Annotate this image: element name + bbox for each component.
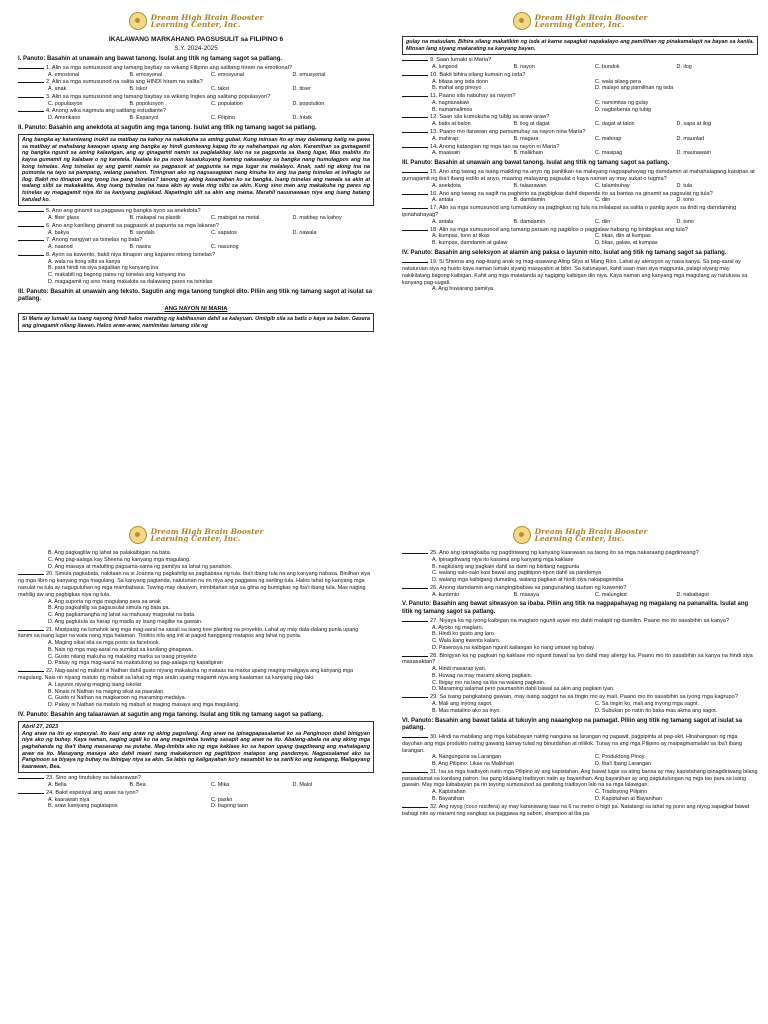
answer-blank[interactable] bbox=[18, 97, 44, 98]
choices-1: A. emosional B. emosyonal C. emosyunal D. emusyonal bbox=[48, 71, 326, 78]
choices-29: A. Mali ang inyong sagot. C. Sa tingin ko, mali ang inyong mga sagot. B. Mas matalino ako sa inyo. D. Subukan po natin ito baka mas akma ang sagot. bbox=[432, 701, 718, 714]
logo-line-1: Dream High Brain Booster bbox=[150, 12, 264, 22]
answer-blank[interactable] bbox=[18, 240, 44, 241]
choices-2: A. anak B. iskor C. taksi D. tiiser bbox=[48, 86, 311, 93]
instruction-4b: IV. Panuto: Basahin ang talaarawan at sagutin ang mga tanong. Isulat ang titik ng tamang sagot sa patlang. bbox=[18, 711, 324, 718]
seal-icon bbox=[129, 12, 147, 30]
question-32: 32. Ang niyog (coco nucifera) ay may karaniwang taas na 6 na metro o higit pa. Natatangi sa lahat ng puno ang niyog sapagkat bawat bahagi nito ay marami ring sangkap sa paggawa ng sabon, shampoo at iba pa. bbox=[402, 803, 750, 817]
choices-8: A. wala na itong silbi sa kanya B. para hindi na siya pagalitan ng kanyang ina C. makabili ng bagong pares ng tsinelas ang kanyang ina D. magagamit ng sino mang makakita sa dalawang pares na tsinelas bbox=[48, 258, 213, 285]
question-30: 30. Hindi na mabilang ang mga kababayan nating nanguna sa larangan ng pagawit, pagpipinta at pag-ukit. Hinahangaan ng mga dayuhan ang mga produkto nating gawang kamay tulad ng binurdahan at niliilok. Tunay na ang mga Pilipino ay maipagmamalaki sa iba't ibang larangan. bbox=[402, 733, 742, 754]
school-logo bbox=[402, 522, 758, 548]
question-21: 21. Masipasig na lumahok ang mga mag-aaral na sasali sa isang tree planting na proyekto. Lahat ay may dala-dalang punla upang itanim sa isang lugar na wala nang mga halaman. Tinitiris nila ang init at pagod hanggang matapos ang lahat ng punla. bbox=[18, 626, 359, 640]
diary-box bbox=[18, 721, 374, 773]
choices-19-continued: B. Ang pagkagiliw ng lahat sa palakaibigan na bata. C. Ang pag-aalaga kay Sheena ng kanyang mga magulang. D. Ang masaya at matulting pagsama-sama ng pamilya sa lahat ng panahon. bbox=[48, 550, 232, 570]
choices-27: A. Ayoko ng maglaro. B. Hindi ko gusto ang laro. C. Wala kang kwenta kalaro. D. Pasensya na kaibigan ngunit kailangan ko nang umuwi ng bahay. bbox=[432, 624, 595, 651]
logo-line-1: Dream High Brain Booster bbox=[150, 526, 264, 536]
seal-icon bbox=[513, 526, 531, 544]
choices-14: A. maawain B. malikhain C. masipag D. maunawain bbox=[432, 150, 711, 157]
instruction-3b: III. Panuto: Basahin at unawain ang bawat tanong. Isulat ang titik ng tamang sagot sa patlang. bbox=[402, 160, 670, 167]
question-9: 9. Saan lumaki si Maria? bbox=[402, 57, 758, 64]
exam-page-2 bbox=[388, 4, 766, 504]
question-11: 11. Paano sila nabuhay sa nayon? bbox=[402, 93, 758, 100]
answer-blank[interactable] bbox=[18, 111, 44, 112]
exam-title: IKALAWANG MARKAHANG PAGSUSULIT sa FILIPINO 6 bbox=[108, 36, 284, 43]
school-logo bbox=[18, 8, 374, 34]
choices-17: A. antala B. damdamin C. diin D. tono bbox=[432, 218, 694, 225]
answer-blank[interactable] bbox=[402, 553, 428, 554]
answer-blank[interactable] bbox=[402, 621, 428, 622]
question-17: 17. Alin sa mga sumusunod ang tumutukoy sa pagbigkas ng tula na inilalapat sa salita o pantig ayon sa tindi ng damdaming ipinahahayag? bbox=[402, 205, 737, 218]
question-10: 10. Bakit bihira silang kumain ng isda? bbox=[402, 72, 758, 79]
question-12: 12. Saan sila kumukuha ng tubig sa araw-araw? bbox=[402, 114, 758, 121]
question-4: 4. Anong wika nagmula ang salitang estudiante? bbox=[18, 108, 374, 115]
answer-blank[interactable] bbox=[402, 772, 428, 773]
choices-12: A. batis at balon B. ilog at dagat C. dagat at talon D. sapa at ilog bbox=[432, 121, 711, 128]
answer-blank[interactable] bbox=[402, 230, 428, 231]
answer-blank[interactable] bbox=[18, 778, 44, 779]
exam-page-1 bbox=[4, 4, 382, 504]
question-26: 26. Anong damdamin ang nangingibabaw sa pangunahing tauhan ng kuwento? bbox=[402, 585, 758, 592]
story-title: ANG NAYON NI MARIA bbox=[164, 306, 228, 312]
answer-blank[interactable] bbox=[402, 60, 428, 61]
choices-24: A. kaarawan niya C. pasko B. araw kaniyang pagtatapos D. bagong taon bbox=[48, 796, 248, 810]
logo-line-2: Learning Center, Inc. bbox=[150, 20, 241, 29]
question-16: 16. Ano ang tawag sa sagilt na paghinto sa pagbigkas dahil depende ito sa bantas na ginamit sa pagsulat ng tula? bbox=[402, 191, 758, 198]
story-box-continued: gulay na maiuulam. Bihira silang makatikim ng isda at karne sapagkat napakalayo ang pamilihan ng pinakamalapit na bayan sa kanila. Minsan lang siyang makarating sa kanyang bayan. bbox=[402, 36, 758, 55]
instruction-4: IV. Panuto: Basahin ang seleksyon at alamin ang paksa o layunin nito. Isulat ang titik ng tamang sagot sa patlang. bbox=[402, 249, 727, 256]
choices-18: A. kumpas, tono at tikas C. tikas, diin at kumpas B. kumpas, damdamin at galaw D. tikas, galaw, at kumpas bbox=[432, 233, 658, 247]
answer-blank[interactable] bbox=[18, 671, 44, 672]
choices-28: A. Hindi masarap iyan. B. Huwag na may marami akong pagkain. C. Ibigay mo na lang sa iba na walang pagkain. D. Maraming salamat pero paumanhin dahil bawal sa akin ang pagkain iyan. bbox=[432, 666, 615, 693]
instruction-3: III. Panuto: Basahin at unawain ang teksto. Sagutin ang mga tanong tungkol dito. Piliin ang titik ng tamang sagot at isulat sa patlang. bbox=[18, 288, 373, 302]
instruction-1: I. Panuto: Basahin at unawain ang bawat tanong. Isulat ang titik ng tamang sagot sa patlang. bbox=[18, 55, 283, 62]
exam-page-4 bbox=[388, 518, 766, 1018]
seal-icon bbox=[513, 12, 531, 30]
answer-blank[interactable] bbox=[402, 588, 428, 589]
answer-blank[interactable] bbox=[18, 255, 44, 256]
choices-7: A. naanod B. nasira C. nasunog bbox=[48, 244, 239, 251]
choices-30: A. Nangunguna sa Larangan C. Produktong Pinoy B. Ang Pilipino: Likas na Malikhain D. Iba't Ibang Larangan bbox=[432, 754, 652, 768]
choices-21: A. Maging sikat sila sa mga posts sa facebook. B. Nais ng mga mag-aaral na sumikat sa kanilang ginagawa. C. Gusto nilang makuha ng malaking marka sa isang proyekto D. Pakay ng mga mag-aaral na makatulong sa pag-aalaga ng kapaligiran bbox=[48, 640, 223, 667]
answer-blank[interactable] bbox=[402, 172, 428, 173]
question-1: 1. Alin sa mga sumusunod ang tamang baybay sa wikang Filipino ang salitang hiram na emotional? bbox=[18, 65, 374, 72]
answer-blank[interactable] bbox=[402, 194, 428, 195]
question-25: 25. Ano ang ipinagkaiba ng pagdiriwang ng kanyang kaarawan sa taong ito sa mga nakaraang pagdiriwang? bbox=[402, 550, 758, 557]
instruction-5: V. Panuto: Basahin ang bawat sitwasyon sa ibaba. Piliin ang titik na nagpapahayag ng magalang na pananalita. Isulat ang titik ng tamang sagot sa patlang. bbox=[402, 601, 749, 615]
answer-blank[interactable] bbox=[402, 656, 428, 657]
answer-blank[interactable] bbox=[18, 68, 44, 69]
logo-line-2: Learning Center, Inc. bbox=[150, 534, 241, 543]
choices-5: A. fiber glass B. makapal na plastik C. mabigat na metal D. matibay na kahoy bbox=[48, 214, 342, 221]
choices-3: C. populasyon B. popolusyon C. population D. popolution bbox=[48, 100, 325, 107]
answer-blank[interactable] bbox=[18, 574, 44, 575]
question-13: 13. Paano mo ilarawan ang pamumuhay sa nayon nina Maria? bbox=[402, 129, 758, 136]
question-6: 6. Ano ang kanilang ginamit sa pagpasok at papunta sa mga lakaran? bbox=[18, 223, 374, 230]
exam-page-3 bbox=[4, 518, 382, 1018]
logo-line-1: Dream High Brain Booster bbox=[534, 526, 648, 536]
answer-blank[interactable] bbox=[402, 117, 428, 118]
question-19: 19. Si Sheena ang nag-iisang anak ng mag-asawang Aling Silya at Mang Rico. Lahat ay atensyon ay nasa kanya. Sa pag-aaral ay natuturuan siya ng husto kaya naman lumaki siyang masayahin at bibo. Sa katunayan, kahit saan man siya magpunta, palagi siyang may nakikilalang bagong kaibigan. Kahit ang mga matatanda ay nagiging kaibigan din niya. Kaya naman ang kanyang mga magulang ay natutuwa sa kanyang pag-uugali. bbox=[402, 259, 748, 286]
question-2: 2. Alin sa mga sumusunod na salita ang HINDI hiram na salita? bbox=[18, 79, 374, 86]
choices-15: A. anekdota B. talaarawan C. talambuhay D. tula bbox=[432, 182, 693, 189]
school-logo bbox=[402, 8, 758, 34]
question-28: 28. Binigyan ka ng pagkain ng kaklase mo ngunit bawal sa iyo dahil may allergy ka. Paano mo ito sasabihin sa kanya na hindi siya masasaktan? bbox=[402, 652, 753, 666]
question-22: 22. Nag-aaral ng mabuti si Nathan dahil gusto niyang makakuha ng mataas na marka upang maging maligaya ang kanyang mga magulang. Nais rin niyang matuto ng mabuti sa lahat ng mga aralin upang magamit niya ang kaalaman sa kanyang pag-laki. bbox=[18, 668, 354, 681]
answer-blank[interactable] bbox=[402, 697, 428, 698]
choices-16: A. antala B. damdamin C. diin D. tono bbox=[432, 197, 694, 204]
answer-blank[interactable] bbox=[402, 208, 428, 209]
question-5: 5. Ano ang ginamit sa paggawa ng bangka ayon sa anekdota? bbox=[18, 208, 374, 215]
choices-25: A. Ipinagdiwang niya ito kasama ang kanyang mga kaklase B. nagkulang ang pagkain dahil sa dami ng bisitang nagpunta C. walang salo-salo kasi bawal ang pagtitipon-tipon dahil sa pandemya D. walang mga kaibigang dumating, walang pagkain at hindi siya nakapagsimba bbox=[432, 556, 624, 584]
choices-31: A. Kapistahan C. Tradisyong Pilipino B. Bayanihan D. Kapistahan at Bayanihan bbox=[432, 789, 662, 802]
logo-line-1: Dream High Brain Booster bbox=[534, 12, 648, 22]
choices-10: A. bilasa ang isda doon C. wala silang pera B. mahal ang presyo D. malayo ang pamilihan ng isda bbox=[432, 78, 674, 92]
question-18: 18. Alin sa mga sumusunod ang tamang paraan ng pagkilos o paggalaw habang ng binibigkas ang tula? bbox=[402, 227, 758, 234]
instruction-2: II. Panuto: Basahin ang anekdota at sagutin ang mga tanong. Isulat ang titik ng tamang sagot sa patlang. bbox=[18, 125, 317, 131]
choices-23: A. Bella B. Bea C. Mika D. Malol bbox=[48, 782, 313, 789]
answer-blank[interactable] bbox=[18, 82, 44, 83]
answer-blank[interactable] bbox=[402, 132, 428, 133]
choices-19: A. Ang huwarang pamilya. bbox=[432, 286, 495, 293]
question-23: 23. Sino ang tinutukoy sa talaarawan? bbox=[18, 775, 374, 782]
choices-26: A. kuntento B. masaya C. malungkot D. nababagot bbox=[432, 591, 709, 598]
choices-6: A. bakya B. sandals C. sapatos D. nawala bbox=[48, 229, 317, 236]
logo-line-2: Learning Center, Inc. bbox=[534, 534, 625, 543]
instruction-6: VI. Panuto: Basahin ang bawat talata at tukuyin ang naaangkop na pamagat. Piliin ang titik ng tamang sagot at isulat sa patlang. bbox=[402, 717, 743, 731]
school-year: S.Y. 2024-2025 bbox=[174, 44, 218, 52]
story-box: Si Maria ay lumaki sa isang nayong hindi halos marating ng kabihasnan dahil sa kalayuan. Umiigib sila sa batis o kaya sa balon. Gasera ang ginagamit nilang ilawan. Halos araw-araw, namimitas lamang sila ng bbox=[18, 313, 374, 332]
answer-blank[interactable] bbox=[18, 630, 44, 631]
answer-blank[interactable] bbox=[18, 226, 44, 227]
choices-4: D. Amerikano B. Espanyol C. Filipino D. Intsik bbox=[48, 115, 312, 122]
choices-11: A. nagnanakaw C. namimitas ng gulay B. namamalimos D. nagbebenta ng tubig bbox=[432, 99, 652, 113]
question-3: 3. Alin sa mga sumusunod ang tamang baybay sa wikang Ingles ang salitang populasyon? bbox=[18, 94, 374, 101]
diary-text: Ang araw na ito ay espesyal. Ito kasi ang araw ng aking pagsilang. Ang araw na ipinagpapasalamat ko sa Panginoon dahil binigyan niya ako ng buhay. Kaya naman, naging ugali ko na ang magsimba tuwing sasapit ang araw na ito. Abalang-abala na ang aking mga paghahanda ng iba't ibang masasarap na putahe. Mag-iimbita ako ng mga kaklase ko sa hapon upang ipagdiwang ang mahalagang araw na ito. Masayang masaya ako dahil maari nang makakaroon ng pagtitipon matapos ang pandemya. Nagpasalamat ako sa Panginoon sa biyaya ng buhay na ibinigay niya sa akin. Sa labis ng kaligayahan ko'y nasambit ko sa sarili ko ang katagang, Maligayang kaarawan, Bea. bbox=[22, 730, 370, 770]
answer-blank[interactable] bbox=[18, 793, 44, 794]
question-15: 15. Ano ang tawag sa isang maikling na anyo ng panitikan na malayang nagpapahayag ng damdamin at mahahalagang kaisipan at gumagamit ng iba't ibang estilo at anyo, maaring malayang pagsulat o kaya naman ay may sukat o tugma? bbox=[402, 169, 755, 183]
answer-blank[interactable] bbox=[402, 737, 428, 738]
question-20: 20. Simula pagkabata, nakitaan na si Joanna ng pagkahilig sa pagbabasa ng tula. Iba't ibang tula na ang kanyang nabasa. Binilhan siya ng mga libro ng kanyang mga magulang. Sa kanyang pagtanda, natutunan na rin niya ang paggawa ng sariling tula. Halos lahat ng kanyang mga nasulat na tula ay naguguluhan ng mga mambabasa. Tuwing may okasyon, inimbitahan siya sa gitna ng bumigkas ng iba't ibang tula. Mas naging mahilig aw ang pagbigkas niya ng tula. bbox=[18, 571, 371, 598]
answer-blank[interactable] bbox=[402, 96, 428, 97]
choices-13: A. mahirap B. magara C. mahirap D. maunlad bbox=[432, 135, 705, 142]
answer-blank[interactable] bbox=[402, 262, 428, 263]
question-24: 24. Bakit espesyal ang araw na iyon? bbox=[18, 790, 374, 797]
question-27: 27. Niyaya ka ng iyong kaibigan na maglaro ngunit ayaw mo dahil malapit ng dumilim. Paano mo ito sasabihin sa kanya? bbox=[402, 618, 758, 625]
logo-line-2: Learning Center, Inc. bbox=[534, 20, 625, 29]
question-29: 29. Sa isang pangkatang gawain, may isang saggot na sa tingin mo ay mali. Paano mo ito sasabihin sa iyong mga kagrupo? bbox=[402, 694, 758, 701]
answer-blank[interactable] bbox=[402, 75, 428, 76]
choices-22: A. Layunin niyang maging isang iskolar B. Ninais ni Nathan na maging sikat sa paaralan. C. Gusto ni Nathan na magkaroon ng maraming medalya. D. Pakay ni Nathan na matuto ng mabuti at maging masaya ang mga magulang. bbox=[48, 681, 240, 708]
answer-blank[interactable] bbox=[402, 147, 428, 148]
question-14: 14. Anong katangian ng mga tao sa nayon ni Maria? bbox=[402, 144, 758, 151]
answer-blank[interactable] bbox=[402, 807, 428, 808]
seal-icon bbox=[129, 526, 147, 544]
question-7: 7. Anong nangyari sa tsinelas ng bata? bbox=[18, 237, 374, 244]
question-31: 31. Isa sa mga tradisyon natin mga Pilipino ay ang kapistahan. Ang bawat lugar sa ating bansa ay may kapistahang ipinagdiriwang bilang pasasalamat sa kanilang patron. Isa pang kilalang tradisyon natin ay bayanihan. Ang bayanihan ay ang pagtutulungan ng mga tao para sa isang gawain. May mga kababayan pa rin tayong sumusunod sa ganitong tradisyon lalo na sa mga lalawigan. bbox=[402, 768, 758, 789]
anecdote-box: Ang bangka ay karaniwang inukit sa matibay na kahoy na nakukuha sa aming gubat. Kung minsan ito ay may dalawang katig na gawa sa matibay at mahabang kawayan upang ang bangka ay hindi gumiwang kapag ito ay nahahampas ng alon. Karamihan sa gumagamit ng bangka ngunit sa aming kalawigan, ang ay ginagamit namin sa paglalakbay lalo na sa pagpunta sa ibang lugar. Mas mabilis ito kaysa gumamit ng kalabaw o ng karetela. Naalala ko pa noon kasalukuyang kaming nakasakay sa bangka nang humulagpos ang isa kong tsinelas. Ang tsinelas ay ang gamit namin sa pagpasok at pagpunta sa mga lugar na malalayo. Anak, sabi ng aking ina na pumunta na tayo sa pampang, walang panahon. Tiningnan ako ng nagsasagwan nang kinuha ko ang isa pang tsinelas at inihagis sa ilog. Bakit mo itinapon ang iyong isa pang tsinelas? tanong ng aking kasamahan ko sa bangka. Isang tsinelas ang nawala sa akin at walang silbi sa makakakita. Ang isang tsinelas na nasa akin ay wala ring silbi sa akin. Kung sino man ang makakuha ng pares ng tsinelas ay magagamit niya ito sa kaniyang paglakad. Napatingin ulit sa akin ang mama. Marahil nauunawaan niya ang isang batang katulad ko. bbox=[18, 134, 374, 206]
question-8: 8. Ayon sa kuwento, bakit niya itinapon ang kapares nitong tsinelas? bbox=[18, 252, 374, 259]
choices-9: A. lungsod B. nayon C. bundok D. ilog bbox=[432, 64, 692, 70]
diary-date: Abril 27, 2023 bbox=[22, 723, 59, 730]
school-logo bbox=[18, 522, 374, 548]
answer-blank[interactable] bbox=[18, 211, 44, 212]
choices-20: A. Ang suporta ng mga magulang para sa anak B. Ang pagkahilig sa pagsusulat simula ng bata pa. C. Ang pagkamangha ng lahat sa mahusay magsulat na bata. D. Ang pagtutula sa harap ng madla ay isang magiliw na gawain. bbox=[48, 598, 203, 625]
